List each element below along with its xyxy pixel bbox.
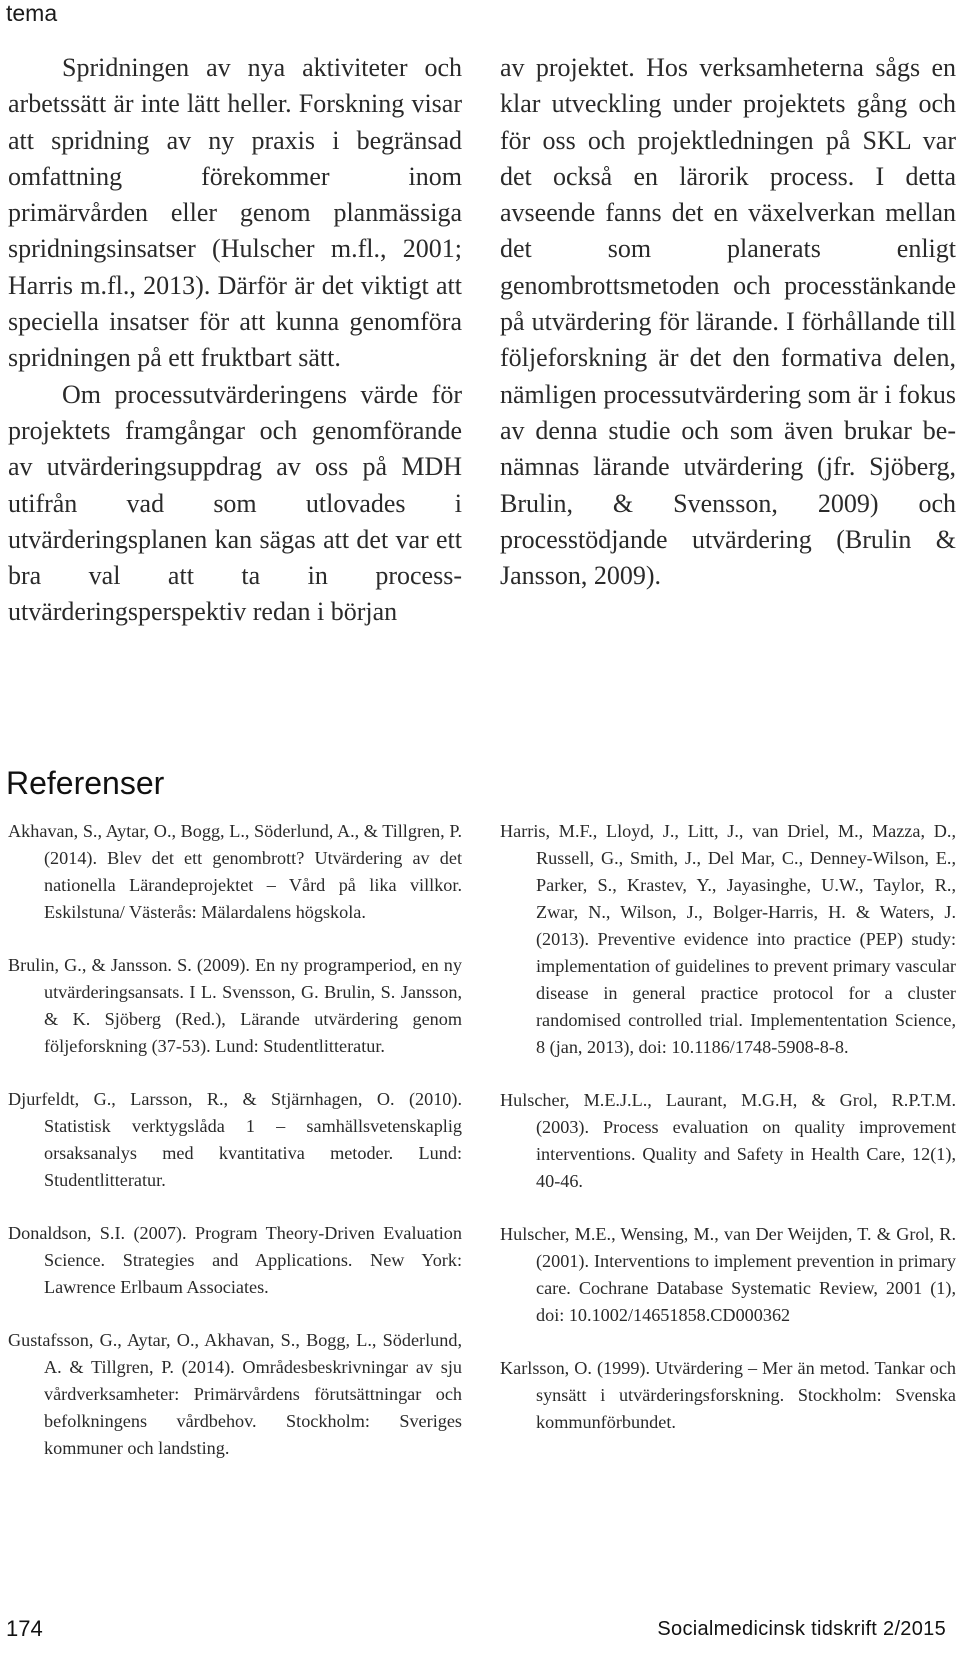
reference-entry: Hulscher, M.E., Wensing, M., van Der Weijden, T. & Grol, R. (2001). Interventions to implement prevention in primary care. Cochrane Database Systematic Review, 2001 (1), doi: 10.1002/14651858.CD000362 — [500, 1224, 956, 1325]
references-column-left — [8, 818, 462, 1488]
reference-entry: Akhavan, S., Aytar, O., Bogg, L., Söderlund, A., & Tillgren, P. (2014). Blev det ett genombrott? Utvärdering av det nationella Lärandeprojektet – Vård på lika villkor. Eskilstuna/ Västerås: Mälardalens högskola. — [8, 821, 462, 922]
reference-entry: Brulin, G., & Jansson. S. (2009). En ny programperiod, en ny utvärderingsansats. I L. Svensson, G. Brulin, S. Jansson, & K. Sjöberg (Red.), Lärande utvärdering genom följeforskning (37-53). Lund: Studentlitteratur. — [8, 955, 462, 1056]
references-column-right — [500, 818, 956, 1462]
body-paragraph: Spridningen av nya aktiviteter och arbetssätt är inte lätt heller. Forskning visar att spridning av ny praxis i begränsad omfattning förekommer inom primärvården eller genom planmässiga spridningsinsatser (Hulscher m.fl., 2001; Harris m.fl., 2013). Därför är det viktigt att speciella insatser för att kunna genomföra spridningen på ett fruktbart sätt. — [8, 53, 462, 373]
journal-name: Socialmedicinsk tidskrift 2/2015 — [657, 1618, 946, 1640]
references-heading: Referenser — [6, 765, 165, 801]
body-paragraph: av projektet. Hos verksamheterna sågs en klar utveckling under projektets gång och för oss och projektledningen på SKL var det också en lärorik process. I detta avseende fanns det en växelverkan mellan det som planerats enligt genombrottsmetoden och processtänkande på utvärdering för lärande. I förhållande till följeforskning är det den formativa delen, nämligen processutvärdering som är i fokus av denna studie och som även brukar benämnas lärande utvärdering (jfr. Sjöberg, Brulin, & Svensson, 2009) och processtödjande utvärdering (Brulin & Jansson, 2009). — [500, 53, 956, 591]
body-column-right — [500, 50, 956, 594]
body-paragraph: Om processutvärderingens värde för projektets framgångar och genomförande av utvärderingsuppdrag av oss på MDH utifrån vad som utlovades i utvärderingsplanen kan sägas att det var ett bra val att ta in processutvärderingsperspektiv redan i början — [8, 379, 462, 627]
reference-entry: Harris, M.F., Lloyd, J., Litt, J., van Driel, M., Mazza, D., Russell, G., Smith, J., Del Mar, C., Denney-Wilson, E., Parker, S., Krastev, Y., Jayasinghe, U.W., Taylor, R., Zwar, N., Wilson, J., Bolger-Harris, H. & Waters, J. (2013). Preventive evidence into practice (PEP) study: implementation of guidelines to prevent primary vascular disease in general practice protocol for a cluster randomised controlled trial. Implemententation Science, 8 (jan, 2013), doi: 10.1186/1748-5908-8-8. — [500, 821, 956, 1057]
page-number: 174 — [6, 1616, 43, 1641]
reference-entry: Karlsson, O. (1999). Utvärdering – Mer än metod. Tankar och synsätt i utvärderingsforskning. Stockholm: Svenska kommunförbundet. — [500, 1358, 956, 1432]
body-column-left — [8, 50, 462, 631]
reference-entry: Donaldson, S.I. (2007). Program Theory-Driven Evaluation Science. Strategies and Applications. New York: Lawrence Erlbaum Associates. — [8, 1223, 462, 1297]
reference-entry: Djurfeldt, G., Larsson, R., & Stjärnhagen, O. (2010). Statistisk verktygslåda 1 – samhällsvetenskaplig orsaksanalys med kvantitativa metoder. Lund: Studentlitteratur. — [8, 1089, 462, 1190]
section-tag: tema — [6, 0, 58, 26]
reference-entry: Hulscher, M.E.J.L., Laurant, M.G.H, & Grol, R.P.T.M. (2003). Process evaluation on quality improvement interventions. Quality and Safety in Health Care, 12(1), 40-46. — [500, 1090, 956, 1191]
reference-entry: Gustafsson, G., Aytar, O., Akhavan, S., Bogg, L., Söderlund, A. & Tillgren, P. (2014). Områdesbeskrivningar av sju vårdverksamheter: Primärvårdens förutsättningar och befolkningens vårdbehov. Stockholm: Sveriges kommuner och landsting. — [8, 1330, 462, 1458]
